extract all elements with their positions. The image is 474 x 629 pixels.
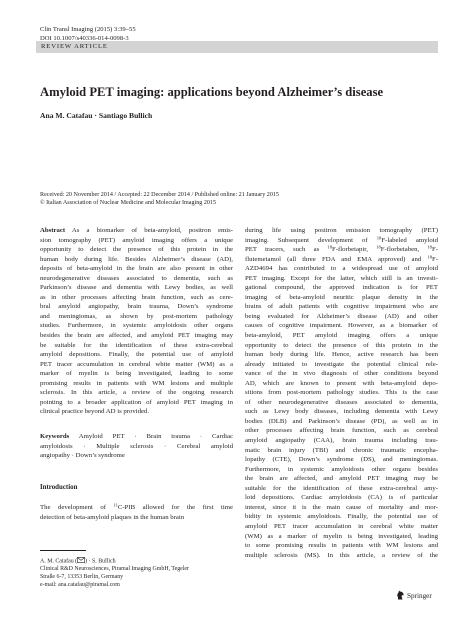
body-line: (WM) as a marker of myelin is being investigated, leading bbox=[245, 532, 438, 540]
keywords-section bbox=[40, 432, 233, 461]
body-line: gational compound, the approved indication is for PET bbox=[245, 284, 438, 292]
body-line: already initiated to investigate the potential clinical rele- bbox=[245, 360, 438, 368]
abstract-line: sion tomography (PET) amyloid imaging offers a unique bbox=[40, 236, 233, 244]
article-type-label: REVIEW ARTICLE bbox=[41, 42, 108, 50]
body-line: sitions from post-mortem pathology studies. This is the case bbox=[245, 389, 438, 397]
abstract-line: studies. Furthermore, in systemic amyloidosis other organs bbox=[40, 322, 233, 330]
abstract-line: clinical practice beyond AD is provided. bbox=[40, 408, 150, 416]
abstract-line: pointing to a broader application of amyloid PET imaging in bbox=[40, 398, 233, 406]
abstract-line: human body during life. Besides Alzheimer’s disease (AD), bbox=[40, 255, 233, 263]
abstract-line: neurodegenerative diseases associated to dementia, such as bbox=[40, 274, 233, 282]
body-line: such as Lewy body diseases, including dementia with Lewy bbox=[245, 408, 438, 416]
keywords-label: Keywords bbox=[40, 433, 70, 440]
body-line: AZD4694 has contributed to a widespread use of amyloid bbox=[245, 265, 438, 273]
body-line: PET tracers, such as $^{18}$F-florbetapir, $^{18}$F-florbetaben, $^{18}$F- bbox=[245, 245, 438, 254]
body-line: being evaluated for Alzheimer’s disease (AD) and other bbox=[245, 312, 438, 320]
abstract-line: be suitable for the identification of these extra-cerebral bbox=[40, 341, 233, 349]
publisher-logo bbox=[396, 589, 432, 600]
body-line: loid depositions. Cardiac amyloidosis (CA) is of particular bbox=[245, 494, 438, 502]
copyright-line: © Italian Association of Nuclear Medicine and Molecular Imaging 2015 bbox=[40, 200, 217, 206]
body-line: flutemetamol (all three FDA and EMA approved) and $^{18}$F- bbox=[245, 254, 438, 263]
springer-knight-icon bbox=[396, 589, 405, 600]
abstract-label: Abstract bbox=[40, 227, 66, 234]
body-line: PET imaging. Except for the latter, which still is an investi- bbox=[245, 274, 438, 282]
abstract-line: promising results in patients with WM lesions and multiple bbox=[40, 379, 233, 387]
abstract-line: and meningiomas, as shown by post-mortem pathology bbox=[40, 312, 233, 320]
abstract-line: deposits of beta-amyloid in the brain are also present in other bbox=[40, 265, 233, 273]
abstract-line: marker of myelin is being investigated, leading to some bbox=[40, 370, 233, 378]
introduction-text bbox=[40, 503, 233, 522]
abstract-line: sclerosis. In this article, a review of the ongoing research bbox=[40, 389, 233, 397]
keywords-line: angiopathy · Down’s syndrome bbox=[40, 452, 125, 460]
body-line: matic brain injury (TBI) and chronic traumatic encepha- bbox=[245, 446, 438, 454]
abstract-line: as in other processes affecting brain function, such as cere- bbox=[40, 293, 233, 301]
body-line: AD, which are known to present with beta-amyloid depo- bbox=[245, 379, 438, 387]
introduction-continued bbox=[245, 226, 438, 560]
body-line: amyloid angiopathy (CAA), brain trauma including trau- bbox=[245, 437, 438, 445]
body-line: causes of cognitive impairment. However, as a biomarker of bbox=[245, 322, 438, 330]
abstract-line: PET tracer accumulation in cerebral white matter (WM) as a bbox=[40, 360, 233, 368]
body-line: imaging. Subsequent development of $^{18}$F-labeled amyloid bbox=[245, 235, 438, 244]
author-list: Ana M. Catafau · Santiago Bullich bbox=[40, 111, 153, 120]
abstract-line: Abstract As a biomarker of beta-amyloid, positron emis- bbox=[40, 227, 233, 234]
body-line: imaging of beta-amyloid neuritic plaque density in the bbox=[245, 293, 438, 301]
abstract-section bbox=[40, 226, 233, 417]
body-line: human body during life. Hence, active research has been bbox=[245, 351, 438, 359]
introduction-heading: Introduction bbox=[40, 484, 78, 491]
journal-citation: Clin Transl Imaging (2015) 3:39–55 bbox=[40, 26, 136, 33]
body-line: Furthermore, in systemic amyloidosis other organs besides bbox=[245, 465, 438, 473]
body-line: interest, since it is the main cause of mortality and mor- bbox=[245, 503, 438, 511]
abstract-line: amyloid depositions. Finally, the potential use of amyloid bbox=[40, 351, 233, 359]
corresponding-author-line: A. M. Catafau ( ) · S. Bullich bbox=[40, 558, 116, 565]
abstract-line: Parkinson’s disease and dementia with Lewy bodies, as well bbox=[40, 284, 233, 292]
body-line: brains of adult patients with cognitive impairment who are bbox=[245, 303, 438, 311]
body-line: bodies (DLB) and Parkinson’s disease (PD), as well as in bbox=[245, 417, 438, 425]
keywords-line: amyloidosis · Multiple sclerosis · Cerebral amyloid bbox=[40, 442, 233, 450]
body-line: suitable for the identification of these extra-cerebral amy- bbox=[245, 484, 438, 492]
body-line: multiple sclerosis (MS). In this article, a review of the bbox=[245, 551, 438, 559]
doi: DOI 10.1007/s40336-014-0098-3 bbox=[40, 34, 129, 42]
article-title: Amyloid PET imaging: applications beyond Alzheimer’s disease bbox=[40, 85, 384, 99]
affiliation-line: Clinical R&D Neurosciences, Piramal Imaging GmbH, Tegeler bbox=[40, 566, 189, 573]
body-line: bidity in systemic amyloidosis. Finally, the potential use of bbox=[245, 513, 438, 521]
body-line: amyloid PET tracer accumulation in cerebral white matter bbox=[245, 522, 438, 530]
body-line: during life using positron emission tomography (PET) bbox=[245, 227, 438, 234]
footnote-rule bbox=[40, 550, 86, 551]
address-line: Straße 6-7, 13353 Berlin, Germany bbox=[40, 573, 124, 580]
body-line: lopathy (CTE), Down’s syndrome (DS), and meningiomas. bbox=[245, 456, 438, 464]
email-line: e-mail: ana.catafau@piramal.com bbox=[40, 581, 120, 588]
keywords-line: Keywords Amyloid PET · Brain trauma · Cardiac bbox=[40, 433, 233, 440]
body-line: the brain are affected, and amyloid PET imaging may be bbox=[245, 475, 438, 483]
abstract-line: opportunity to detect the presence of this protein in the bbox=[40, 246, 233, 254]
envelope-icon bbox=[77, 557, 85, 563]
body-line: of other neurodegenerative diseases associated to dementia, bbox=[245, 398, 438, 406]
body-line: vance of the in vivo diagnosis of other conditions beyond bbox=[245, 370, 438, 378]
introduction-line: detection of beta-amyloid plaques in the human brain bbox=[40, 513, 185, 521]
body-line: to some promising results in patients with WM lesions and bbox=[245, 542, 438, 550]
introduction-line: The development of $^{11}$C-PIB allowed for the first time bbox=[40, 503, 233, 511]
body-line: opportunity to detect the presence of this protein in the bbox=[245, 341, 438, 349]
author-affiliation-footnote bbox=[40, 557, 189, 589]
body-line: beta-amyloid, PET amyloid imaging offers a unique bbox=[245, 332, 438, 340]
abstract-line: bral amyloid angiopathy, brain trauma, Down’s syndrome bbox=[40, 303, 233, 311]
publisher-name: Springer bbox=[407, 592, 432, 600]
publication-history: Received: 20 November 2014 / Accepted: 22 December 2014 / Published online: 21 January 2015 bbox=[40, 192, 279, 198]
abstract-line: besides the brain are affected, and amyloid PET imaging may bbox=[40, 332, 233, 340]
body-line: other processes affecting brain function, such as cerebral bbox=[245, 427, 438, 435]
